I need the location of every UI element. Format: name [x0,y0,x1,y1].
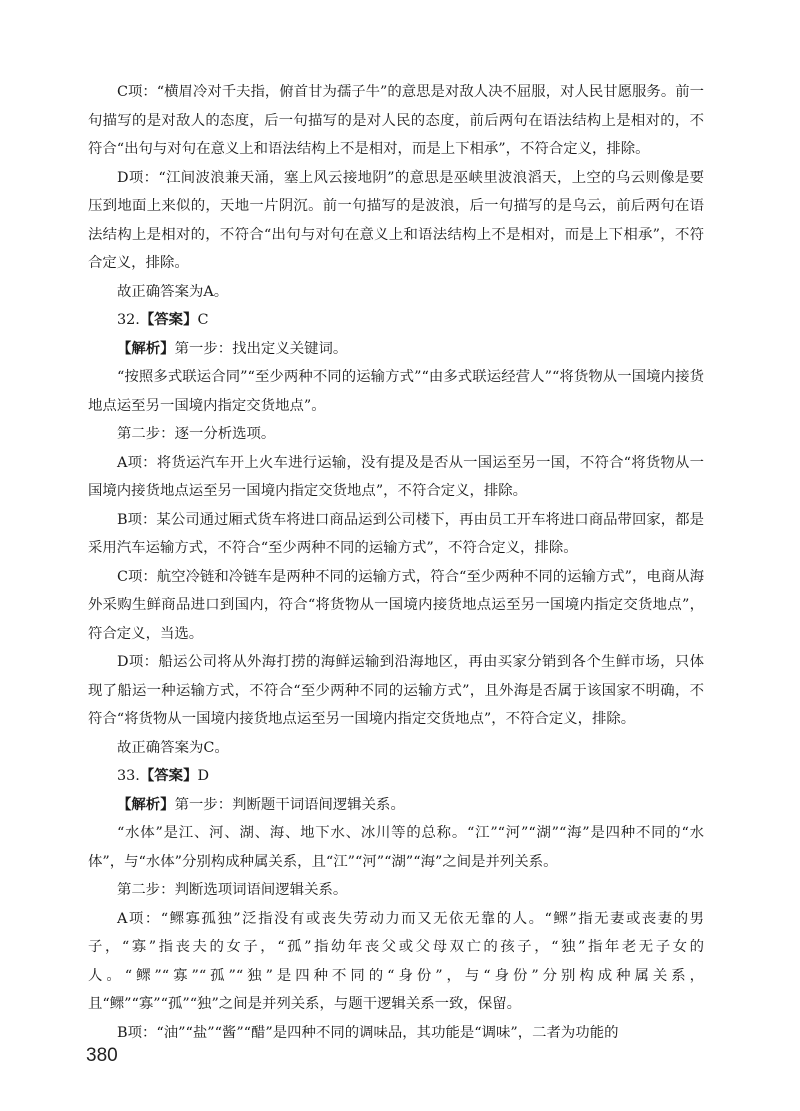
page-number: 380 [86,1045,118,1066]
paragraph: D项：船运公司将从外海打捞的海鲜运输到沿海地区，再由买家分销到各个生鲜市场，只体现了船运一种运输方式，不符合“至少两种不同的运输方式”，且外海是否属于该国家不明确，不符合“将货物从一国境内接货地点运至另一国境内指定交货地点”，不符合定义，排除。 [88,654,704,727]
paragraph: A项：“鳏寡孤独”泛指没有或丧失劳动力而又无依无靠的人。“鳏”指无妻或丧妻的男子，“寡”指丧夫的女子，“孤”指幼年丧父或父母双亡的孩子，“独”指年老无子女的人。“鳏”“寡”“孤”“独”是四种不同的“身份”，与“身份”分别构成种属关系，且“鳏”“寡”“孤”“独”之间是并列关系，与题干逻辑关系一致，保留。 [88,910,704,1012]
answer-heading-33 [88,762,704,791]
paragraph: A项：将货运汽车开上火车进行运输，没有提及是否从一国运至另一国，不符合“将货物从一国境内接货地点运至另一国境内指定交货地点”，不符合定义，排除。 [88,454,704,499]
analysis-text: 第一步：找出定义关键词。 [174,340,348,357]
paragraph: “水体”是江、河、湖、海、地下水、冰川等的总称。“江”“河”“湖”“海”是四种不同的“水体”，与“水体”分别构成种属关系，且“江”“河”“湖”“海”之间是并列关系。 [88,825,704,870]
analysis-text: 第一步：判断题干词语间逻辑关系。 [174,796,405,813]
paragraph: 故正确答案为A。 [117,283,229,300]
answer-label: 【答案】 [139,311,198,328]
answer-value: D [197,768,210,784]
paragraph: B项：“油”“盐”“酱”“醋”是四种不同的调味品，其功能是“调味”，二者为功能的 [117,1024,619,1041]
analysis-step [88,335,704,364]
answer-heading-32 [88,306,704,335]
analysis-step [88,791,704,820]
question-number: 33. [117,768,140,784]
answer-value: C [197,312,209,328]
paragraph: “按照多式联运合同”“至少两种不同的运输方式”“由多式联运经营人”“将货物从一国境内接货地点运至另一国境内指定交货地点”。 [88,369,704,414]
question-number: 32. [117,312,140,328]
paragraph: C项：航空冷链和冷链车是两种不同的运输方式，符合“至少两种不同的运输方式”，电商从海外采购生鲜商品进口到国内，符合“将货物从一国境内接货地点运至另一国境内指定交货地点”，符合定义，当选。 [88,568,704,642]
analysis-label: 【解析】 [117,795,175,813]
answer-label: 【答案】 [139,767,198,784]
paragraph: C项：“横眉冷对千夫指，俯首甘为孺子牛”的意思是对敌人决不屈服，对人民甘愿服务。前一句描写的是对敌人的态度，后一句描写的是对人民的态度，前后两句在语法结构上是相对的，不符合“出句与对句在意义上和语法结构上不是相对，而是上下相承”，不符合定义，排除。 [88,84,704,157]
paragraph: 第二步：判断选项词语间逻辑关系。 [117,882,348,898]
paragraph: B项：某公司通过厢式货车将进口商品运到公司楼下，再由员工开车将进口商品带回家，都是采用汽车运输方式，不符合“至少两种不同的运输方式”，不符合定义，排除。 [88,511,704,556]
paragraph: 故正确答案为C。 [117,739,229,756]
analysis-label: 【解析】 [117,339,175,357]
paragraph: 第二步：逐一分析选项。 [117,426,276,442]
paragraph: D项：“江间波浪兼天涌，塞上风云接地阴”的意思是巫峡里波浪滔天，上空的乌云则像是要压到地面上来似的，天地一片阴沉。前一句描写的是波浪，后一句描写的是乌云，前后两句在语法结构上是相对的，不符合“出句与对句在意义上和语法结构上不是相对，而是上下相承”，不符合定义，排除。 [88,169,704,271]
answer-explanation-body [88,78,704,1047]
